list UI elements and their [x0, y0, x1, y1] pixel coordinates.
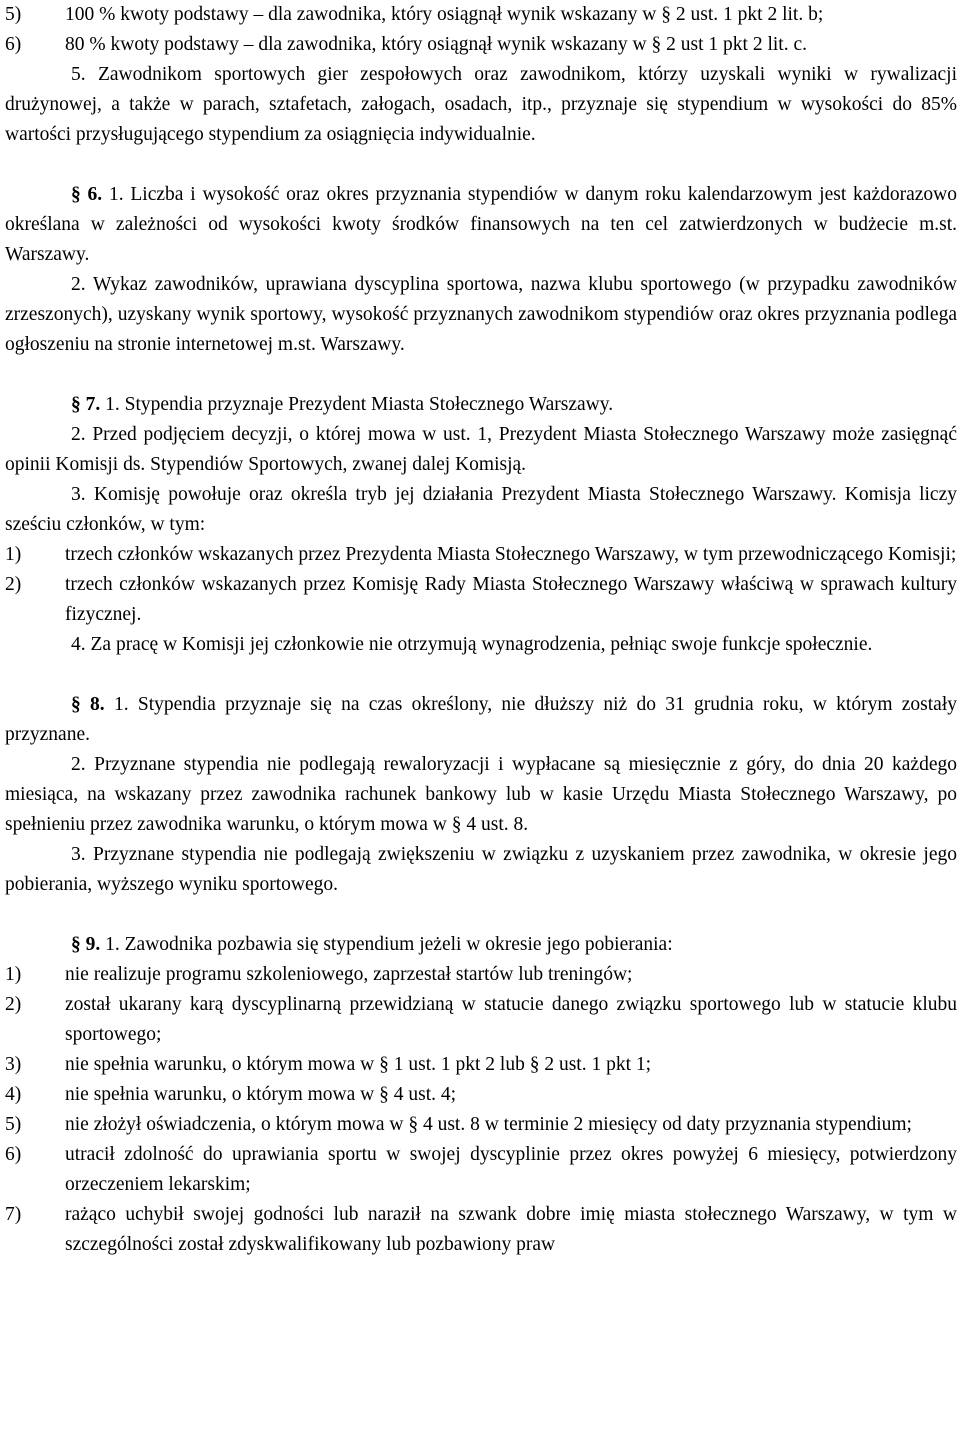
paragraph-text: 1. Stypendia przyznaje się na czas określony, nie dłuższy niż do 31 grudnia roku, w którym zostały przyznane.: [5, 694, 957, 745]
paragraph-text: 1. Zawodnika pozbawia się stypendium jeżeli w okresie jego pobierania:: [105, 934, 673, 955]
section-9-paragraph-1: [5, 930, 957, 960]
section-8-paragraph-2: 2. Przyznane stypendia nie podlegają rewaloryzacji i wypłacane są miesięcznie z góry, do dnia 20 każdego miesiąca, na wskazany przez zawodnika rachunek bankowy lub w kasie Urzędu Miasta Stołecznego Warszawy, po spełnieniu przez zawodnika warunku, o którym mowa w § 4 ust. 8.: [5, 754, 957, 835]
spacer: [5, 360, 957, 390]
section-7-paragraph-3: 3. Komisję powołuje oraz określa tryb jej działania Prezydent Miasta Stołecznego Warszawy. Komisja liczy sześciu członków, w tym:: [5, 484, 957, 535]
paragraph: 5. Zawodnikom sportowych gier zespołowych oraz zawodnikom, którzy uzyskali wyniki w rywalizacji drużynowej, a także w parach, sztafetach, załogach, osadach, itp., przyznaje się stypendium w wysokości do 85% wartości przysługującego stypendium za osiągnięcia indywidualnie.: [5, 64, 957, 145]
section-heading: § 6.: [71, 184, 103, 205]
section-8-paragraph-3: 3. Przyznane stypendia nie podlegają zwiększeniu w związku z uzyskaniem przez zawodnika, w okresie jego pobierania, wyższego wyniku sportowego.: [5, 844, 957, 895]
list-item-number: 1): [5, 544, 22, 565]
section-heading: § 8.: [71, 694, 105, 715]
list-item-text: 80 % kwoty podstawy – dla zawodnika, który osiągnął wynik wskazany w § 2 ust 1 pkt 2 lit. c.: [65, 34, 807, 55]
list-item-number: 1): [5, 964, 22, 985]
document-page: [5, 0, 957, 1260]
spacer: [5, 660, 957, 690]
list-item-text: 100 % kwoty podstawy – dla zawodnika, który osiągnął wynik wskazany w § 2 ust. 1 pkt 2 lit. b;: [65, 4, 824, 25]
list-item-number: 5): [5, 4, 22, 25]
spacer: [5, 150, 957, 180]
list-item: [5, 1140, 957, 1200]
list-item-number: 2): [5, 994, 22, 1015]
list-item: [5, 1050, 957, 1080]
list-item-number: 2): [5, 574, 22, 595]
list-item-text: został ukarany karą dyscyplinarną przewidzianą w statucie danego związku sportowego lub w statucie klubu sportowego;: [65, 994, 957, 1045]
section-8-paragraph-1: [5, 690, 957, 750]
list-item: [5, 0, 957, 30]
list-item-text: trzech członków wskazanych przez Prezydenta Miasta Stołecznego Warszawy, w tym przewodniczącego Komisji;: [65, 544, 957, 565]
section-7-paragraph-2: 2. Przed podjęciem decyzji, o której mowa w ust. 1, Prezydent Miasta Stołecznego Warszawy może zasięgnąć opinii Komisji ds. Stypendiów Sportowych, zwanej dalej Komisją.: [5, 424, 957, 475]
list-item: [5, 540, 957, 570]
paragraph-text: 1. Liczba i wysokość oraz okres przyznania stypendiów w danym roku kalendarzowym jest każdorazowo określana w zależności od wysokości kwoty środków finansowych na ten cel zatwierdzonych w budżecie m.st. Warszawy.: [5, 184, 957, 265]
list-item-text: nie realizuje programu szkoleniowego, zaprzestał startów lub treningów;: [65, 964, 633, 985]
list-item-number: 6): [5, 34, 22, 55]
section-heading: § 9.: [71, 934, 101, 955]
list-item-text: nie spełnia warunku, o którym mowa w § 1 ust. 1 pkt 2 lub § 2 ust. 1 pkt 1;: [65, 1054, 652, 1075]
list-item-number: 3): [5, 1054, 22, 1075]
list-item-text: rażąco uchybił swojej godności lub naraził na szwank dobre imię miasta stołecznego Warszawy, w tym w szczególności został zdyskwalifikowany lub pozbawiony praw: [65, 1204, 957, 1255]
list-item-text: nie spełnia warunku, o którym mowa w § 4 ust. 4;: [65, 1084, 457, 1105]
section-7-paragraph-4: 4. Za pracę w Komisji jej członkowie nie otrzymują wynagrodzenia, pełniąc swoje funkcje społecznie.: [71, 634, 873, 655]
list-item: [5, 990, 957, 1050]
spacer: [5, 900, 957, 930]
section-6-paragraph-2: 2. Wykaz zawodników, uprawiana dyscyplina sportowa, nazwa klubu sportowego (w przypadku zawodników zrzeszonych), uzyskany wynik sportowy, wysokość przyznanych zawodnikom stypendiów oraz okres przyznania podlega ogłoszeniu na stronie internetowej m.st. Warszawy.: [5, 274, 957, 355]
list-item-text: nie złożył oświadczenia, o którym mowa w § 4 ust. 8 w terminie 2 miesięcy od daty przyznania stypendium;: [65, 1114, 912, 1135]
list-item: [5, 1200, 957, 1260]
paragraph-text: 1. Stypendia przyznaje Prezydent Miasta Stołecznego Warszawy.: [105, 394, 614, 415]
list-item: [5, 1080, 957, 1110]
list-item-number: 7): [5, 1204, 22, 1225]
list-item-number: 4): [5, 1084, 22, 1105]
list-item-text: trzech członków wskazanych przez Komisję Rady Miasta Stołecznego Warszawy właściwą w sprawach kultury fizycznej.: [65, 574, 957, 625]
section-heading: § 7.: [71, 394, 101, 415]
section-7-paragraph-1: [5, 390, 957, 420]
list-item: [5, 960, 957, 990]
list-item: [5, 570, 957, 630]
list-item: [5, 30, 957, 60]
list-item: [5, 1110, 957, 1140]
list-item-text: utracił zdolność do uprawiania sportu w swojej dyscyplinie przez okres powyżej 6 miesięcy, potwierdzony orzeczeniem lekarskim;: [65, 1144, 957, 1195]
list-item-number: 6): [5, 1144, 22, 1165]
list-item-number: 5): [5, 1114, 22, 1135]
section-6-paragraph-1: [5, 180, 957, 270]
